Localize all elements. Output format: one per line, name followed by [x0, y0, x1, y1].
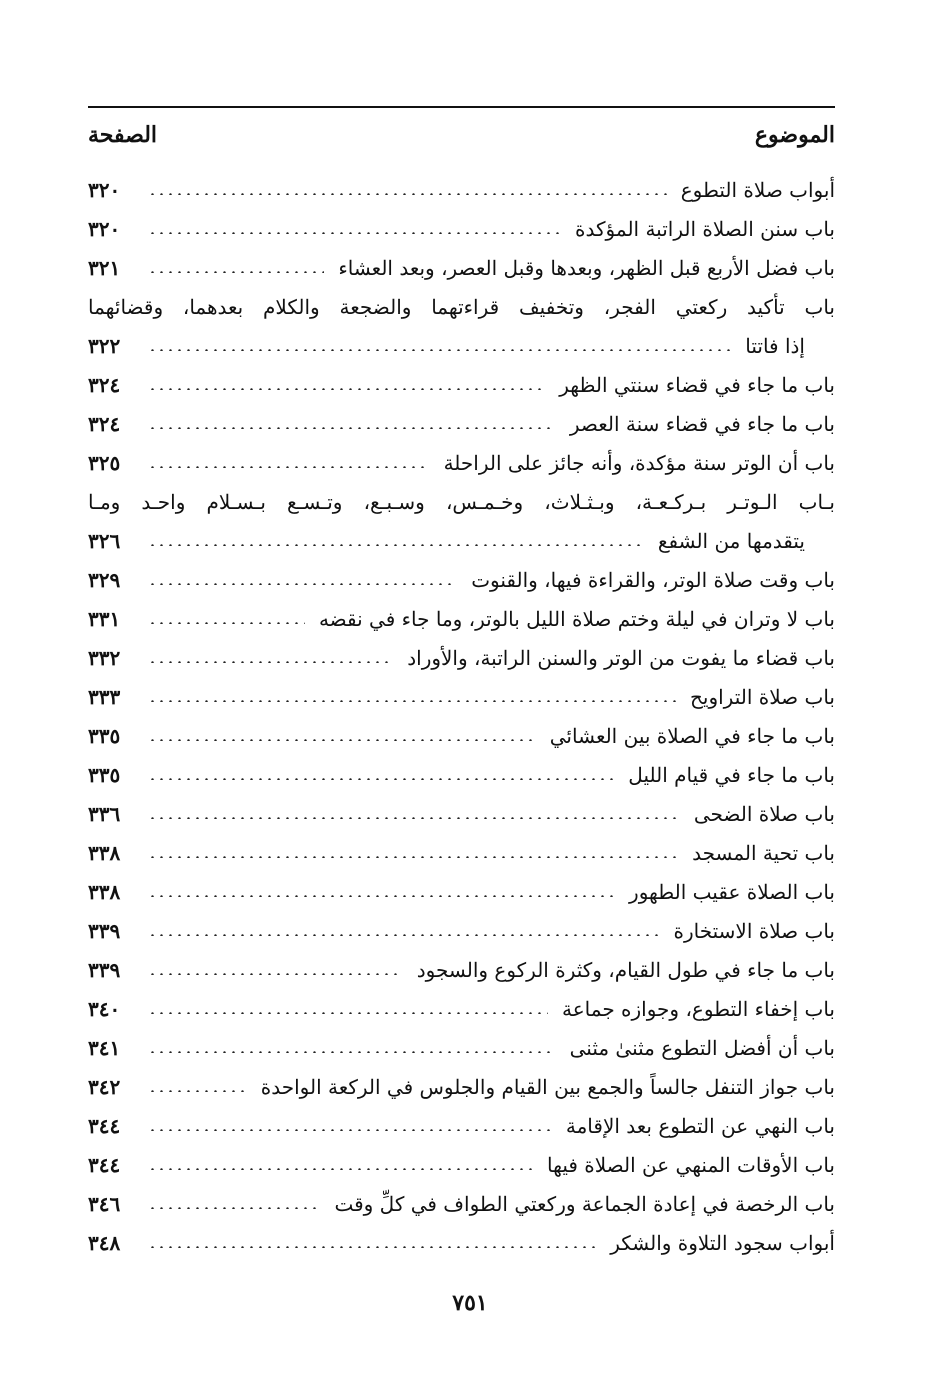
entry-page: ٣٤٤	[88, 1113, 121, 1138]
dot-leader	[148, 193, 667, 195]
dot-leader	[148, 778, 614, 780]
toc-entry	[88, 365, 835, 404]
dot-leader	[148, 427, 556, 429]
entry-title: باب الرخصة في إعادة الجماعة وركعتي الطواف في كلِّ وقت	[334, 1191, 835, 1216]
entry-page: ٣٣٨	[88, 840, 121, 865]
toc-entry	[88, 1067, 835, 1106]
toc-entry	[88, 794, 835, 833]
entry-page: ٣٣١	[88, 606, 121, 631]
entry-page: ٣٢٥	[88, 450, 121, 475]
header-rule	[88, 106, 835, 108]
toc-entry	[88, 521, 835, 560]
dot-leader	[148, 1246, 596, 1248]
entry-page: ٣٤١	[88, 1035, 121, 1060]
dot-leader	[148, 934, 660, 936]
entry-title: بـاب الـوتـر بـركـعـة، وبـثـلاث، وخـمـس، وسـبـع، وتـسـع بـسـلام واحـد ومـا	[88, 489, 835, 514]
toc-entry	[88, 326, 835, 365]
entry-page: ٣٢٢	[88, 333, 121, 358]
entry-page: ٣٢٤	[88, 411, 121, 436]
dot-leader	[148, 661, 393, 663]
dot-leader	[148, 1051, 556, 1053]
entry-title: باب جواز التنفل جالساً والجمع بين القيام والجلوس في الركعة الواحدة	[260, 1074, 835, 1099]
dot-leader	[148, 466, 430, 468]
toc-entry-continued	[88, 482, 835, 521]
entry-page: ٣٢١	[88, 255, 121, 280]
dot-leader	[148, 271, 324, 273]
entry-page: ٣٢٩	[88, 567, 121, 592]
entry-title: باب الصلاة عقيب الطهور	[629, 879, 835, 904]
entry-title: باب أن الوتر سنة مؤكدة، وأنه جائز على الراحلة	[443, 450, 835, 475]
entry-title: باب صلاة الاستخارة	[673, 918, 835, 943]
entry-title: يتقدمها من الشفع	[657, 528, 805, 553]
dot-leader	[148, 544, 644, 546]
entry-page: ٣٤٤	[88, 1152, 121, 1177]
toc-entry	[88, 638, 835, 677]
dot-leader	[148, 895, 615, 897]
entry-page: ٣٣٢	[88, 645, 121, 670]
entry-title: باب النهي عن التطوع بعد الإقامة	[565, 1113, 835, 1138]
toc-entry	[88, 599, 835, 638]
dot-leader	[148, 622, 305, 624]
toc-entry	[88, 833, 835, 872]
entry-page: ٣٣٥	[88, 762, 121, 787]
entry-page: ٣٤٠	[88, 996, 121, 1021]
toc-entry-continued	[88, 287, 835, 326]
entry-page: ٣٢٤	[88, 372, 121, 397]
toc-entry	[88, 404, 835, 443]
toc-entry	[88, 1106, 835, 1145]
toc-entry	[88, 1028, 835, 1067]
toc-entry	[88, 911, 835, 950]
entry-page: ٣٢٠	[88, 177, 121, 202]
toc-entry	[88, 1223, 835, 1262]
entry-title: باب لا وتران في ليلة وختم صلاة الليل بالوتر، وما جاء في نقضه	[318, 606, 835, 631]
toc-entry	[88, 248, 835, 287]
entry-title: باب ما جاء في الصلاة بين العشائي	[549, 723, 835, 748]
topic-column-heading: الموضوع	[754, 122, 835, 148]
entry-title: باب صلاة الضحى	[693, 801, 835, 826]
entry-title: باب الأوقات المنهي عن الصلاة فيها	[547, 1152, 835, 1177]
entry-title: باب فضل الأربع قبل الظهر، وبعدها وقبل العصر، وبعد العشاء	[338, 255, 835, 280]
entry-page: ٣٣٩	[88, 957, 121, 982]
dot-leader	[148, 817, 680, 819]
toc-entry	[88, 1145, 835, 1184]
entry-title: باب سنن الصلاة الراتبة المؤكدة	[575, 216, 835, 241]
page-number: ٧٥١	[452, 1290, 488, 1316]
entry-page: ٣٣٦	[88, 801, 121, 826]
entry-page: ٣٤٦	[88, 1191, 121, 1216]
entry-page: ٣٣٣	[88, 684, 121, 709]
toc-header	[88, 115, 835, 155]
dot-leader	[148, 739, 536, 741]
toc-entry	[88, 443, 835, 482]
entry-page: ٣٢٦	[88, 528, 121, 553]
entry-title: باب ما جاء في قضاء سنتي الظهر	[559, 372, 835, 397]
dot-leader	[148, 700, 676, 702]
entry-page: ٣٣٩	[88, 918, 121, 943]
toc-entry	[88, 755, 835, 794]
dot-leader	[148, 1129, 552, 1131]
entry-title: باب قضاء ما يفوت من الوتر والسنن الراتبة، والأوراد	[407, 645, 835, 670]
entry-page: ٣٤٨	[88, 1230, 121, 1255]
entry-page: ٣٣٥	[88, 723, 121, 748]
page-column-heading: الصفحة	[88, 122, 158, 148]
entry-title: باب ما جاء في قضاء سنة العصر	[569, 411, 835, 436]
dot-leader	[148, 1207, 320, 1209]
dot-leader	[148, 349, 731, 351]
toc-entry	[88, 872, 835, 911]
entry-page: ٣٢٠	[88, 216, 121, 241]
entry-title: باب ما جاء في طول القيام، وكثرة الركوع والسجود	[416, 957, 835, 982]
toc-entry	[88, 950, 835, 989]
dot-leader	[148, 856, 678, 858]
toc-entry	[88, 560, 835, 599]
toc-list	[88, 170, 835, 1262]
dot-leader	[148, 583, 457, 585]
entry-title: باب صلاة التراويح	[689, 684, 835, 709]
dot-leader	[148, 1012, 548, 1014]
entry-title: أبواب سجود التلاوة والشكر	[610, 1230, 835, 1255]
toc-entry	[88, 170, 835, 209]
dot-leader	[148, 388, 545, 390]
entry-title: باب وقت صلاة الوتر، والقراءة فيها، والقنوت	[471, 567, 835, 592]
toc-entry	[88, 716, 835, 755]
entry-title: باب تحية المسجد	[692, 840, 835, 865]
dot-leader	[148, 1090, 247, 1092]
entry-title: باب أن أفضل التطوع مثنىٰ مثنى	[569, 1035, 835, 1060]
entry-title: باب ما جاء في قيام الليل	[628, 762, 835, 787]
toc-entry	[88, 1184, 835, 1223]
dot-leader	[148, 973, 403, 975]
toc-entry	[88, 209, 835, 248]
dot-leader	[148, 1168, 533, 1170]
entry-title: إذا فاتتا	[745, 333, 805, 358]
dot-leader	[148, 232, 561, 234]
entry-page: ٣٤٢	[88, 1074, 121, 1099]
toc-entry	[88, 989, 835, 1028]
entry-page: ٣٣٨	[88, 879, 121, 904]
entry-title: باب إخفاء التطوع، وجوازه جماعة	[562, 996, 835, 1021]
toc-entry	[88, 677, 835, 716]
entry-title: أبواب صلاة التطوع	[680, 177, 835, 202]
entry-title: باب تأكيد ركعتي الفجر، وتخفيف قراءتهما والضجعة والكلام بعدهما، وقضائهما	[88, 294, 835, 319]
